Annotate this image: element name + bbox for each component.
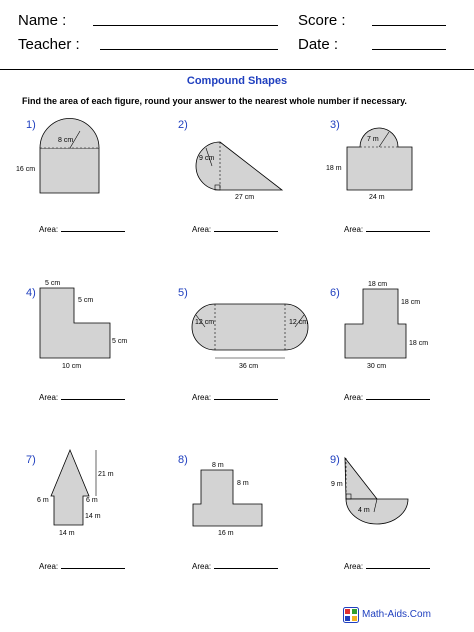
label-9-height: 9 m — [331, 481, 343, 488]
answer-1 — [39, 223, 125, 234]
label-7-left-6m: 6 m — [37, 497, 49, 504]
label-4-right: 5 cm — [112, 338, 128, 345]
answer-5 — [192, 391, 278, 402]
answer-5-label: Area: — [192, 393, 212, 402]
figure-7-shape — [51, 450, 89, 525]
problem-3-number: 3) — [330, 119, 340, 131]
answer-1-blank[interactable] — [61, 223, 125, 232]
answer-2 — [192, 223, 278, 234]
label-4-bottom: 10 cm — [62, 363, 82, 370]
label-5-right: 12 cm — [289, 319, 309, 326]
answer-8 — [192, 560, 278, 571]
answer-7-blank[interactable] — [61, 560, 125, 569]
label-6-side: 18 cm — [401, 299, 421, 306]
problem-6-number: 6) — [330, 287, 340, 299]
problem-4-number: 4) — [26, 287, 36, 299]
figure-9-semicircle — [346, 499, 408, 524]
label-1-8cm: 8 cm — [58, 137, 74, 144]
problem-2-number: 2) — [178, 119, 188, 131]
label-6-right: 18 cm — [409, 340, 429, 347]
answer-7-label: Area: — [39, 562, 59, 571]
label-2-9cm: 9 cm — [199, 155, 215, 162]
label-7-side: 14 m — [85, 513, 101, 520]
calculator-icon — [343, 607, 359, 623]
answer-6 — [344, 391, 430, 402]
teacher-label: Teacher : — [18, 36, 80, 53]
label-8-top: 8 m — [212, 462, 224, 469]
figure-6-shape — [345, 289, 406, 358]
label-3-7m: 7 m — [367, 136, 379, 143]
answer-2-label: Area: — [192, 225, 212, 234]
answer-6-label: Area: — [344, 393, 364, 402]
figure-2-shape — [196, 142, 282, 190]
problem-7-number: 7) — [26, 454, 36, 466]
answer-3-label: Area: — [344, 225, 364, 234]
answer-9-label: Area: — [344, 562, 364, 571]
figure-5-shape — [192, 304, 308, 350]
instructions: Find the area of each figure, round your answer to the nearest whole number if necessary. — [22, 96, 407, 106]
label-5-left: 12 cm — [195, 319, 215, 326]
label-7-height: 21 m — [98, 471, 114, 478]
answer-5-blank[interactable] — [214, 391, 278, 400]
figure-4-shape — [40, 288, 110, 358]
label-9-radius: 4 m — [358, 507, 370, 514]
answer-1-label: Area: — [39, 225, 59, 234]
answer-8-label: Area: — [192, 562, 212, 571]
label-4-top: 5 cm — [45, 280, 61, 287]
label-6-top: 18 cm — [368, 281, 388, 288]
label-7-bottom: 14 m — [59, 530, 75, 537]
score-label: Score : — [298, 12, 346, 29]
problem-8-number: 8) — [178, 454, 188, 466]
worksheet-title: Compound Shapes — [186, 75, 288, 87]
figure-1-shape — [40, 148, 99, 193]
answer-3-blank[interactable] — [366, 223, 430, 232]
problem-9-number: 9) — [330, 454, 340, 466]
figure-3-shape — [347, 128, 412, 190]
answer-4 — [39, 391, 125, 402]
figure-9-shape — [345, 458, 377, 499]
name-label: Name : — [18, 12, 67, 29]
label-1-16cm: 16 cm — [16, 166, 36, 173]
answer-8-blank[interactable] — [214, 560, 278, 569]
problem-5-number: 5) — [178, 287, 188, 299]
site-name: Math-Aids.Com — [362, 609, 431, 620]
answer-6-blank[interactable] — [366, 391, 430, 400]
label-6-bottom: 30 cm — [367, 363, 387, 370]
answer-3 — [344, 223, 430, 234]
answer-4-label: Area: — [39, 393, 59, 402]
figure-8-shape — [193, 470, 262, 526]
label-3-18m: 18 m — [326, 165, 342, 172]
label-2-27cm: 27 cm — [235, 194, 255, 201]
label-5-bottom: 36 cm — [239, 363, 259, 370]
label-8-side: 8 m — [237, 480, 249, 487]
label-8-bottom: 16 m — [218, 530, 234, 537]
label-4-inner: 5 cm — [78, 297, 94, 304]
answer-2-blank[interactable] — [214, 223, 278, 232]
problem-1-number: 1) — [26, 119, 36, 131]
answer-4-blank[interactable] — [61, 391, 125, 400]
answer-7 — [39, 560, 125, 571]
answer-9 — [344, 560, 430, 571]
label-3-24m: 24 m — [369, 194, 385, 201]
answer-9-blank[interactable] — [366, 560, 430, 569]
date-label: Date : — [298, 36, 339, 53]
label-7-right-6m: 6 m — [86, 497, 98, 504]
